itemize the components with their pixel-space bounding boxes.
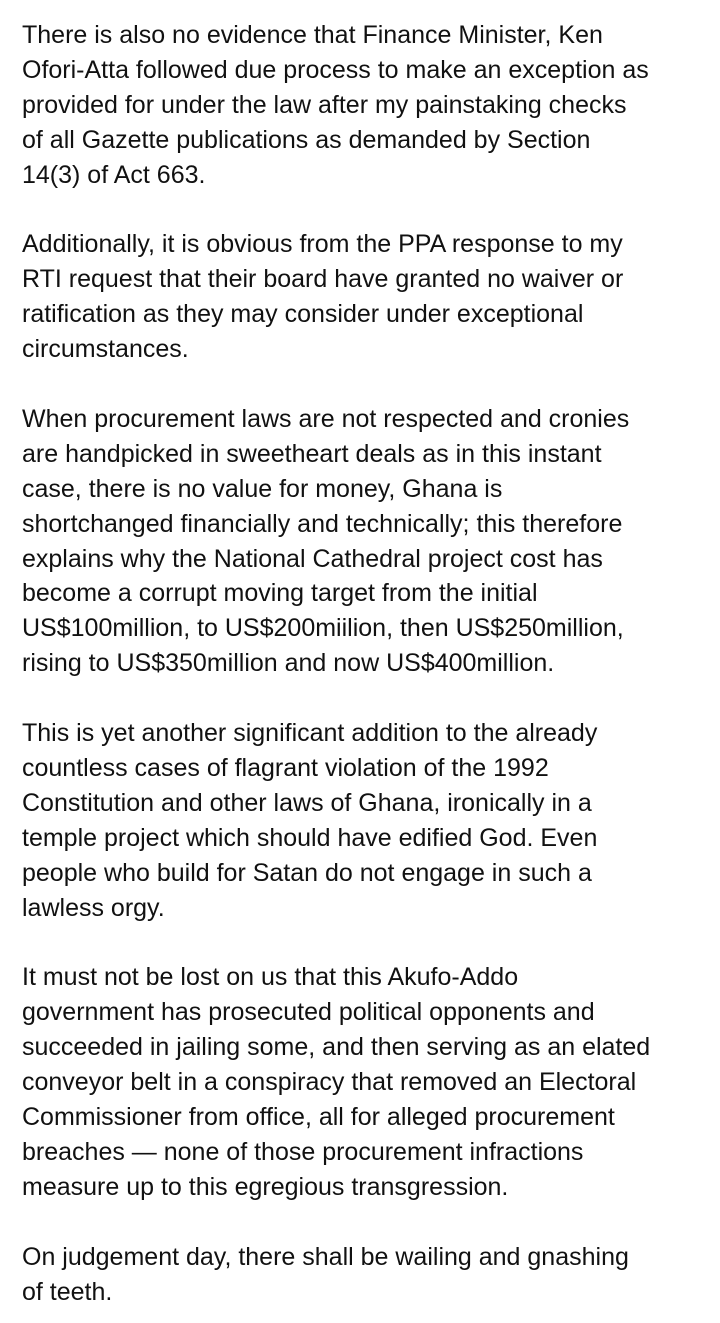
text-line: explains why the National Cathedral project cost has	[22, 544, 603, 573]
text-line: of teeth.	[22, 1277, 113, 1306]
paragraph-3	[22, 402, 702, 681]
paragraph-6	[22, 1240, 702, 1310]
text-line: US$100million, to US$200miilion, then US$250million,	[22, 614, 624, 643]
text-line: lawless orgy.	[22, 893, 165, 922]
text-line: temple project which should have edified God. Even	[22, 823, 598, 852]
text-line: 14(3) of Act 663.	[22, 160, 206, 189]
text-line: are handpicked in sweetheart deals as in this instant	[22, 439, 602, 468]
text-line: There is also no evidence that Finance Minister, Ken	[22, 21, 603, 49]
text-line: case, there is no value for money, Ghana is	[22, 474, 503, 503]
text-line: countless cases of flagrant violation of the 1992	[22, 753, 549, 782]
text-line: become a corrupt moving target from the initial	[22, 579, 538, 608]
text-line: circumstances.	[22, 335, 189, 364]
text-line: Constitution and other laws of Ghana, ironically in a	[22, 788, 592, 817]
text-line: conveyor belt in a conspiracy that removed an Electoral	[22, 1068, 637, 1097]
text-line: When procurement laws are not respected and cronies	[22, 404, 630, 433]
text-line: It must not be lost on us that this Akufo-Addo	[22, 963, 519, 992]
text-line: This is yet another significant addition to the already	[22, 719, 598, 748]
text-line: rising to US$350million and now US$400million.	[22, 649, 555, 678]
text-line: Commissioner from office, all for alleged procurement	[22, 1103, 615, 1132]
text-line: RTI request that their board have granted no waiver or	[22, 265, 624, 294]
text-line: people who build for Satan do not engage in such a	[22, 858, 592, 887]
text-line: On judgement day, there shall be wailing and gnashing	[22, 1242, 629, 1271]
text-line: Ofori-Atta followed due process to make an exception as	[22, 55, 649, 84]
text-line: breaches — none of those procurement infractions	[22, 1137, 584, 1166]
text-line: provided for under the law after my painstaking checks	[22, 90, 627, 119]
text-line: Additionally, it is obvious from the PPA response to my	[22, 230, 623, 259]
paragraph-1	[22, 18, 702, 193]
text-line: shortchanged financially and technically; this therefore	[22, 509, 623, 538]
paragraph-5	[22, 960, 702, 1204]
text-line: succeeded in jailing some, and then serving as an elated	[22, 1033, 651, 1062]
text-line: measure up to this egregious transgression.	[22, 1172, 509, 1201]
paragraph-2	[22, 227, 702, 367]
text-line: of all Gazette publications as demanded by Section	[22, 125, 591, 154]
paragraph-4	[22, 716, 702, 925]
text-line: ratification as they may consider under exceptional	[22, 300, 584, 329]
text-line: government has prosecuted political opponents and	[22, 998, 595, 1027]
